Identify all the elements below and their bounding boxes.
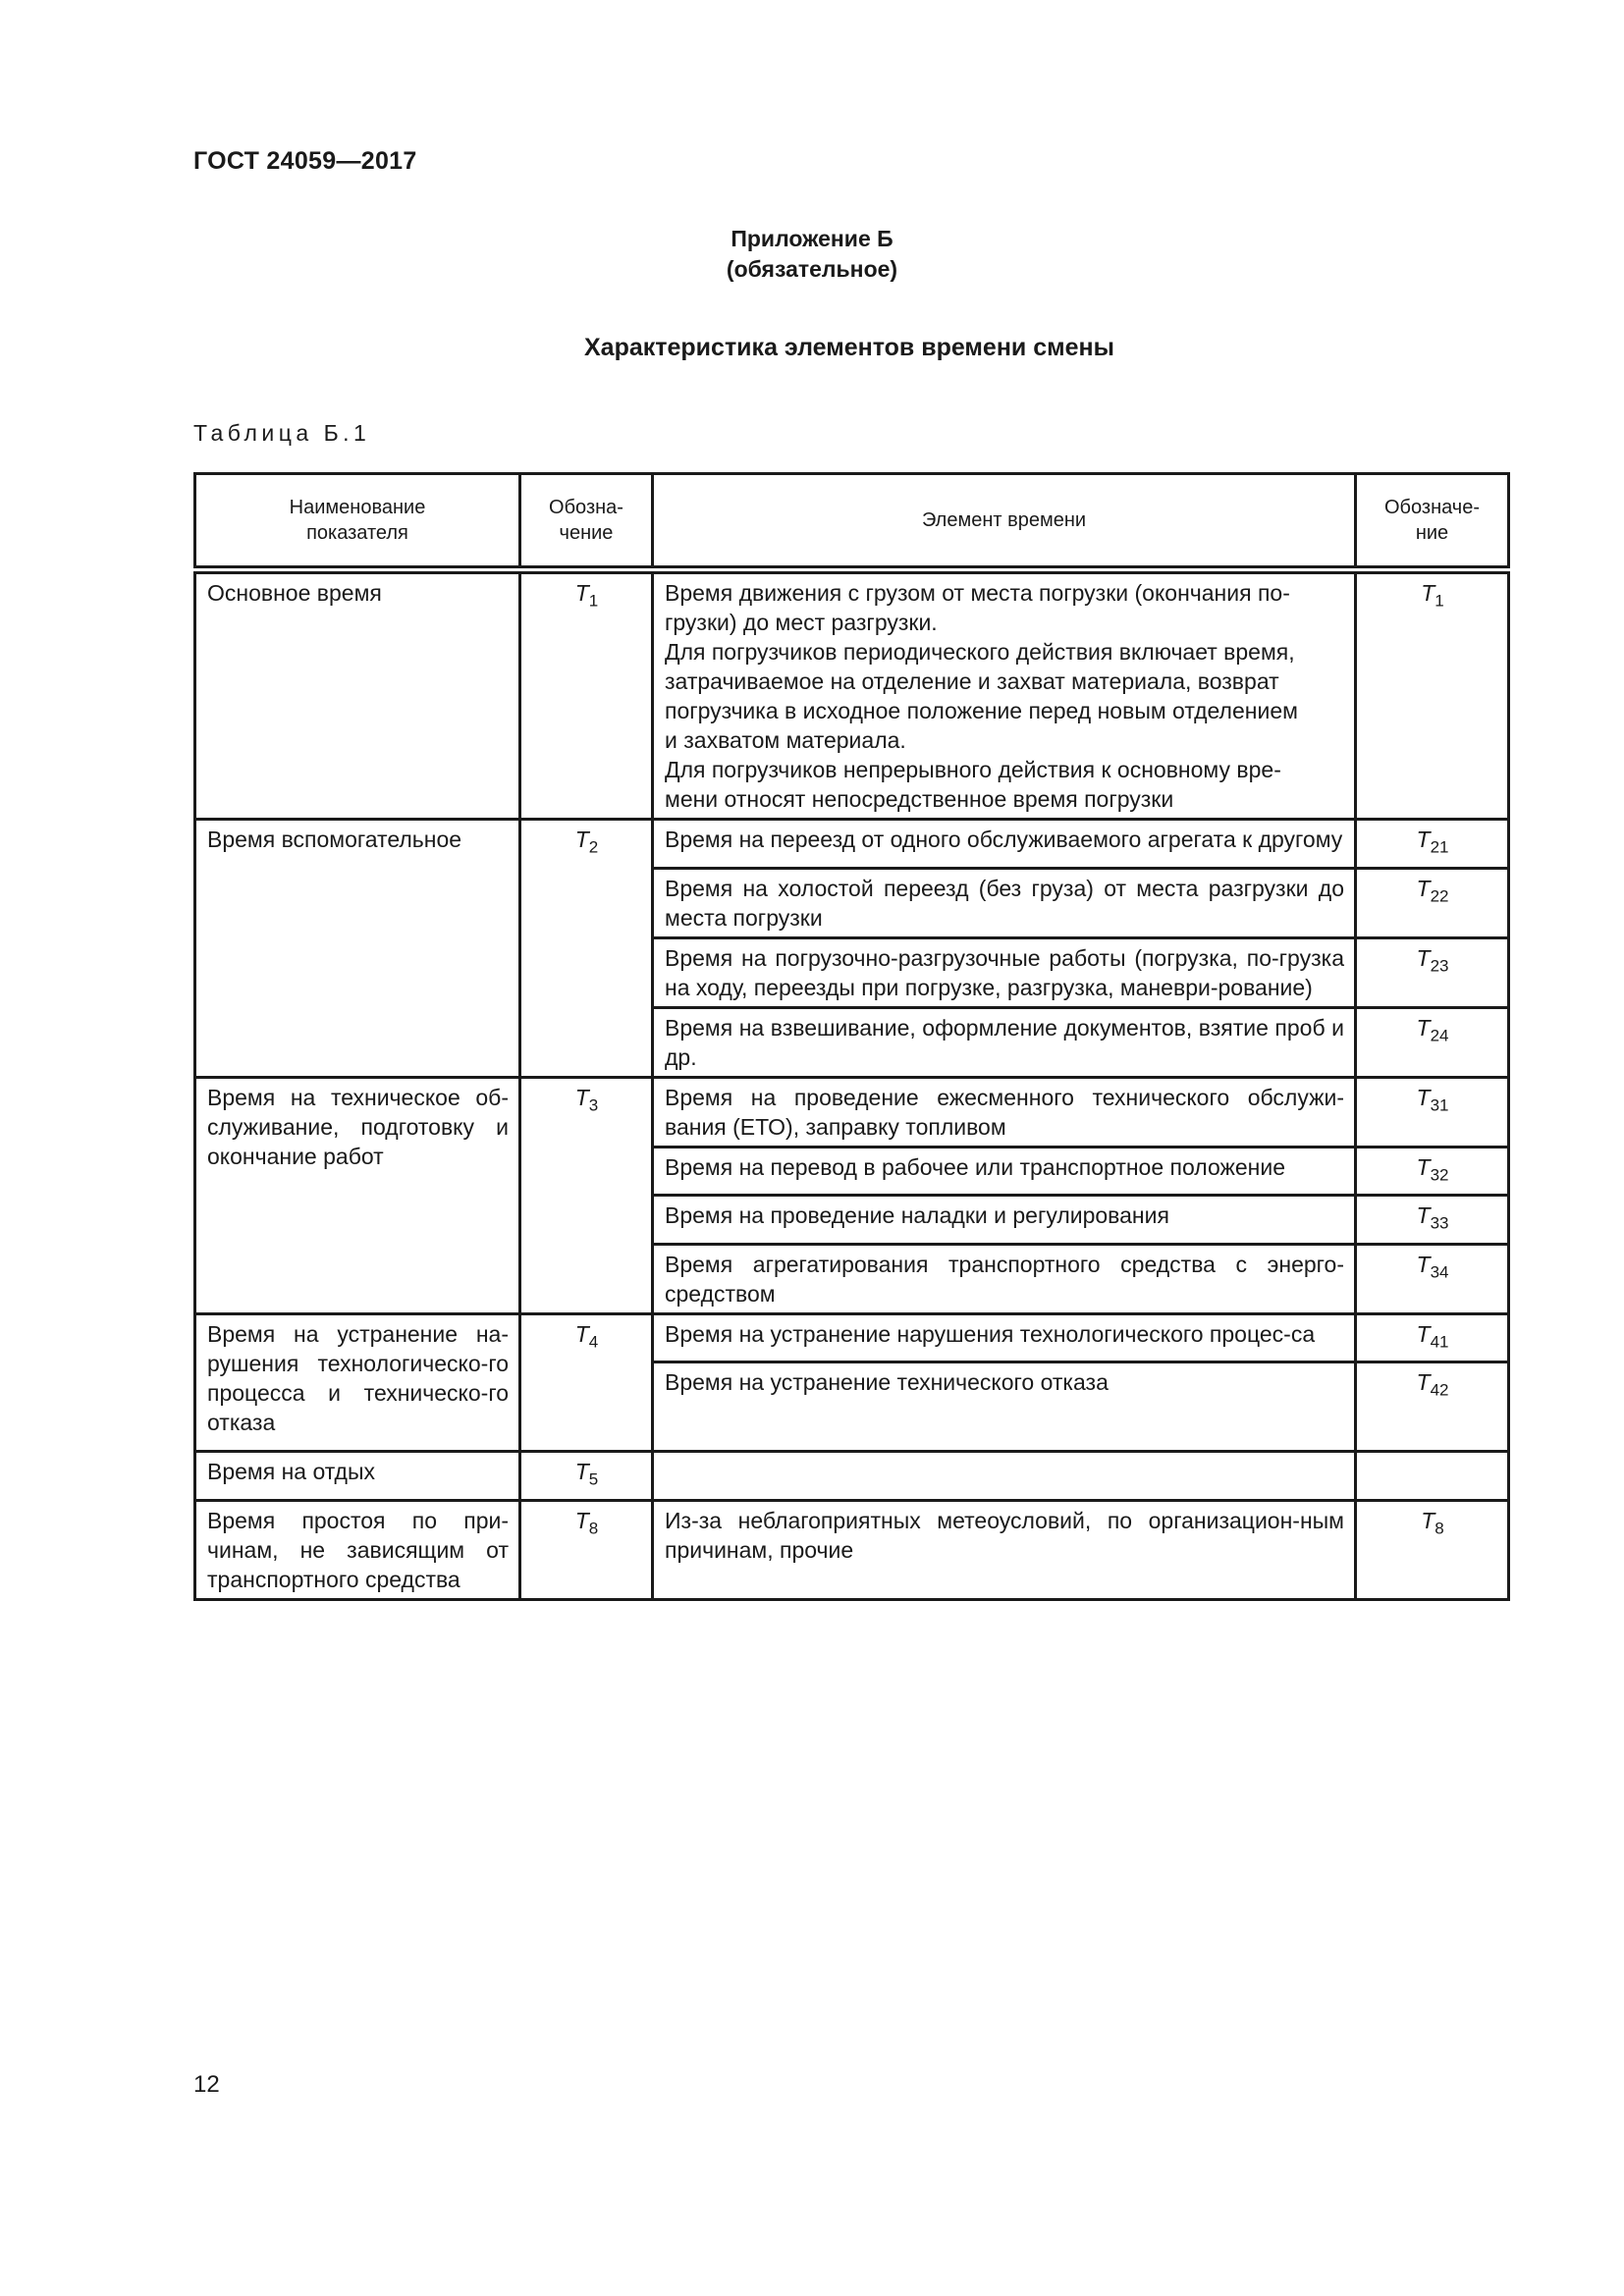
page-number: 12	[193, 2071, 220, 2098]
time-element: Время на взвешивание, оформление документов, взятие проб и др.	[653, 1007, 1356, 1077]
time-element: Из-за неблагоприятных метеоусловий, по организацион-ным причинам, прочие	[653, 1500, 1356, 1599]
time-element: Время на устранение нарушения технологического процес-са	[653, 1313, 1356, 1362]
element-symbol: $T_{24}$	[1356, 1007, 1509, 1077]
element-symbol: $T_{31}$	[1356, 1077, 1509, 1147]
indicator-symbol: $T_2$	[520, 820, 653, 1078]
indicator-name: Время на устранение на-рушения технологическо-го процесса и техническо-го отказа	[195, 1313, 520, 1452]
table-row	[195, 1313, 1509, 1362]
element-symbol: $T_{33}$	[1356, 1196, 1509, 1245]
page-title: Характеристика элементов времени смены	[583, 334, 1114, 361]
table-caption: Таблица Б.1	[193, 420, 371, 446]
indicator-name: Время простоя по при-чинам, не зависящим от транспортного средства	[195, 1500, 520, 1599]
header-element-designation: Обозначе- ние	[1356, 474, 1509, 570]
appendix-title: Приложение Б	[731, 226, 893, 251]
indicator-symbol: $T_3$	[520, 1077, 653, 1313]
time-element: Время на устранение технического отказа	[653, 1362, 1356, 1452]
element-symbol: $T_{42}$	[1356, 1362, 1509, 1452]
table-row	[195, 820, 1509, 869]
time-element: Время движения с грузом от места погрузки (окончания по- грузки) до мест разгрузки. Для погрузчиков периодического действия включает время, затрачиваемое на отделение и захват материала, возврат погрузчика в исходное положение перед новым отделением и захватом материала. Для погрузчиков непрерывного действия к основному вре- мени относят непосредственное время погрузки	[653, 570, 1356, 820]
element-symbol: $T_{21}$	[1356, 820, 1509, 869]
element-symbol: $T_{32}$	[1356, 1147, 1509, 1196]
element-symbol: $T_{22}$	[1356, 868, 1509, 937]
indicator-symbol: $T_8$	[520, 1500, 653, 1599]
element-symbol: $T_{34}$	[1356, 1244, 1509, 1313]
indicator-name: Время на отдых	[195, 1452, 520, 1501]
table-row	[195, 570, 1509, 820]
indicator-symbol: $T_5$	[520, 1452, 653, 1501]
time-element: Время на перевод в рабочее или транспортное положение	[653, 1147, 1356, 1196]
element-symbol	[1356, 1452, 1509, 1501]
time-element: Время на переезд от одного обслуживаемого агрегата к другому	[653, 820, 1356, 869]
table-row	[195, 1452, 1509, 1501]
element-symbol: $T_{23}$	[1356, 937, 1509, 1007]
time-element: Время агрегатирования транспортного средства с энерго-средством	[653, 1244, 1356, 1313]
time-element: Время на погрузочно-разгрузочные работы (погрузка, по-грузка на ходу, переезды при погрузке, разгрузка, маневри-рование)	[653, 937, 1356, 1007]
time-elements-table	[193, 472, 1510, 1601]
indicator-name: Время вспомогательное	[195, 820, 520, 1078]
header-time-element: Элемент времени	[653, 474, 1356, 570]
time-element: Время на холостой переезд (без груза) от места разгрузки до места погрузки	[653, 868, 1356, 937]
table-row	[195, 1077, 1509, 1147]
indicator-name: Основное время	[195, 570, 520, 820]
time-element: Время на проведение наладки и регулирования	[653, 1196, 1356, 1245]
indicator-symbol: $T_1$	[520, 570, 653, 820]
element-symbol: $T_1$	[1356, 570, 1509, 820]
table-header-row	[195, 474, 1509, 570]
time-element	[653, 1452, 1356, 1501]
table-row	[195, 1500, 1509, 1599]
document-code: ГОСТ 24059—2017	[193, 147, 417, 175]
header-indicator-name: Наименование показателя	[195, 474, 520, 570]
element-symbol: $T_{41}$	[1356, 1313, 1509, 1362]
header-designation: Обозна- чение	[520, 474, 653, 570]
appendix-status: (обязательное)	[726, 256, 898, 282]
time-element: Время на проведение ежесменного технического обслужи-вания (ЕТО), заправку топливом	[653, 1077, 1356, 1147]
indicator-symbol: $T_4$	[520, 1313, 653, 1452]
element-symbol: $T_8$	[1356, 1500, 1509, 1599]
indicator-name: Время на техническое об-служивание, подготовку и окончание работ	[195, 1077, 520, 1313]
